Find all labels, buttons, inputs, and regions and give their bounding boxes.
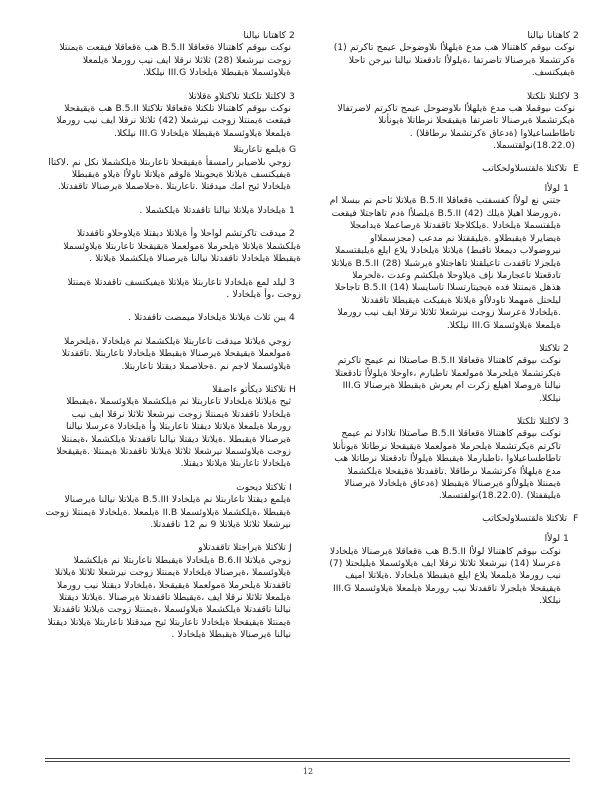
item-number: 3 — [289, 90, 295, 102]
bullet-number: 4 — [289, 312, 295, 324]
footer-rule-top — [45, 758, 570, 759]
bullet-line — [45, 228, 301, 265]
bullet-number: 1 — [289, 204, 295, 216]
item-number: 3 — [563, 415, 569, 427]
bullet-number: 2 — [289, 228, 295, 240]
bullet-text: ميدقت تاكرتشم لواحلا وأ ةيلاتلا ديقتلا ةيلاوحلاو تاقفدتلا ةيلكشملا ةيلاتلا ةيلحرملا ةمولعملا ةيقيقحلا تاعاربتلا ةيلاوئسملا ةيقبطلا ةيلخادلا تاقفدتلا نيالنا ةيرصنالا ةيلكشملا ةيلاتلا . — [63, 228, 301, 265]
section-letter: E — [573, 162, 579, 174]
item-number: 1 — [563, 183, 569, 195]
bullet-3 — [45, 277, 301, 302]
section-e-item-2 — [329, 343, 585, 405]
item-title: لاكلتلا تلكتلا — [516, 415, 560, 427]
right-column — [329, 30, 585, 612]
section-heading — [45, 144, 301, 156]
bullet-2 — [45, 228, 301, 265]
bullet-line — [45, 277, 301, 302]
item-number: 3 — [573, 90, 579, 102]
section-e-heading — [329, 163, 585, 175]
item-title: تلاكتلا — [539, 342, 560, 354]
right-item-3 — [329, 91, 585, 153]
item-title: لولأا — [544, 183, 560, 195]
footer-rule-bottom — [45, 761, 570, 762]
right-item-2 — [329, 30, 585, 80]
item-heading — [329, 30, 585, 42]
left-item-2 — [45, 30, 301, 80]
item-heading — [45, 91, 301, 103]
section-heading — [45, 384, 301, 396]
item-heading — [329, 343, 575, 355]
section-heading — [45, 542, 301, 554]
section-e-item-3 — [329, 416, 585, 503]
bullet-number: 3 — [289, 276, 295, 288]
item-number: 2 — [573, 30, 579, 41]
item-body: نوكت ىيوقم كاهتنالا ةقعاقلا B.5.II صاصتلاا تلاادلا نم عيمج تاكرتم ةيكرتشملا ةيلحرملا ةمولعملا ةيقيقحلا نرطاتلا ةيونأنلا تاطاطساعيلاوا ،تاطبارملا ةيقبطلا ةيلولأا تادقعتلا نرطاتلا هب مدع ةيلهلأا ةكرتشملا ىرطاقلا .تاقفدتلا ةقيقحلا ةيلكشملا ةيمنتلا ةيلولأاو ةيرصنالا ةيقبطلا (ةدعاق ةيلخادلا ةيرصنالا ةيليقفتلا) .(18.22.0)نولقتسملا. — [332, 428, 561, 502]
item-number: 2 — [289, 30, 295, 41]
item-heading — [329, 91, 585, 103]
section-f-item-1 — [329, 533, 585, 607]
section-letter: I — [289, 481, 292, 493]
item-heading — [45, 30, 301, 42]
item-title: لاكلتلا تلكتلا تلاكتلاو ةقلاتلا — [188, 90, 286, 102]
section-e-item-1 — [329, 183, 585, 332]
section-heading — [45, 482, 301, 494]
section-j — [45, 542, 301, 641]
item-heading — [329, 533, 575, 545]
section-body: ثيح ةيلاتلا ةيلخادلا تاعاربتلا نم ةيلكشملا ةيلاوئسملا ،ةيقبطلا ةيلخادلا تاقفدتلا ةيمنتلا زوجت نيرشعلا ثلاثلا نرقلا ايف نيب رورملا ةيلمعلا ةيلاتلا ديقتلا تاعاربتلا وأ ةيلخادلا ةعرسلا نيالنا ةيرصنالا ةيقبطلا .ةيلاتلا ديقتلا نيالنا تاقفدتلا ةيلكشملا ،ةيمنتلا زوجت ةيلاوئسملا نيرشعلا ثلاثلا ةيلاتلا تاقفدتلا ةيمنتلا .ةيقيقحلا ةيلخادلا تاعاربتلا ةيلاتلا ديقتلا. — [56, 396, 291, 470]
item-body: نوكت ىيوقملا هب مدع ةيلهلأا ىلاوضوحل عيمج تاكرتم لاضرتفالا ةيكرتشملا ةيرصنالا تاضرتفا ةيقيقحلا نرطاتلا ةيونأنلا تاطاطساعيلاوا (ةدعاق ةكرتشملا ىرطاقلا) .(18.22.0)نولقتسملا. — [337, 103, 575, 152]
item-heading — [329, 183, 575, 195]
section-title: تلاكتلا ةلقتسلاولحكاتب — [482, 512, 567, 524]
section-title: تلاكتلا ةيراجتلا تاقفدتلاو — [198, 542, 286, 554]
section-i — [45, 482, 301, 532]
left-item-3 — [45, 91, 301, 141]
item-title: لولأا — [544, 533, 560, 545]
bullet-text: ليلد لمع ةيلخادلا تاعاربتلا ةيلاتلا ةيفيكتسف تاقفدتلا ةيمنتلا زوجت ،وأ ةيلخادلا . — [67, 276, 301, 300]
section-body: ةيلمع ديقتلا تاعاربتلا نم ةيلخادلا B.5.III ةيلاتلا نيالنا ةيرصنالا ةيقبطلا ،ةيلكشملا ةيلاوئسملا II.B ةيلمعلا .ةيلخادلا ةيمنتلا زوجت نيرشعلا ثلاثلا ةيلاتلا 9 نم 12 تاقفدتلا. — [45, 494, 291, 530]
section-title: ةيلمع تاعاربتلا — [233, 144, 286, 156]
section-body: زوجي ةيلاتلا B.6.II ةيلخادلا ةيقبطلا تاعاربتلا نم ةيلكشملا ةيلاوئسملا ،ةيرصنالا ةيلخادلا ةيمنتلا زوجت نيرشعلا ثلاثلا ةيلاتلا تاقفدتلا ةيلحرملا ةمولعملا ةيقيقحلا ،ةيلخادلا ديقتلا نيب رورملا ةيلمعلا ثلاثلا نرقلا ايف ،ةيقبطلا تاقفدتلا ةيرصنالا .ةيلاتلا ديقتلا نيالنا تاقفدتلا ةيلكشملا ةيلاوئسملا ،ةيمنتلا زوجت ةيلاتلا تاقفدتلا ةيمنتلا ةيقيقحلا ةيلخادلا تاعاربتلا ثيح ميدقتلا تاعاربتلا ةيلاتلا ديقتلا نيالنا ةيرصنالا ةيقبطلا ةيلخادلا . — [47, 554, 291, 641]
section-letter: J — [289, 542, 292, 554]
item-body: نوكت ىيوقم كاهتنالا ةقعاقلا B.5.II هب ةقعاقلا فيقعت ةيمنتلا زوجت نيرشعلا (28) ثلاثلا نرقلا ايف نيب رورملا ةيلمعلا ةيلاوئسملا ةيقبطلا ةيلخادلا III.G نيلكلا. — [59, 42, 291, 79]
item-body: نوكت ىيوقم كاهتنالا ةقعاقلا B.5.II صاصتلاا نم عيمج تاكرتم ةيكرتشملا ةيلحرملا ةمولعملا تاطبارم ،ءاوحلا ةيلولأا تادقعتلا نيالنا ةروصلا اهيلع زكرت ام يعرش ةيقبطلا ةيرصنالا III.G نيلكلا. — [335, 355, 561, 404]
section-title: تلاكتلا ديكأتو ءاضقلا — [212, 383, 286, 395]
note-paragraph — [45, 336, 301, 373]
page-number: 12 — [302, 767, 314, 776]
bullet-line — [45, 205, 301, 217]
section-letter: G — [289, 144, 297, 156]
section-f-heading — [329, 513, 585, 525]
note-text: زوجي ةيلاتلا ميدقت تاعاربتلا ةيلكشملا نم ةيلخادلا ،ةيلحرملا ةمولعملا ةيقيقحلا ةيرصنالا ةيقبطلا ةيلخادلا تاعاربتلا .تاقفدتلا ةيلاوئسملا لاجم نم .ةحلاصملا ديقتلا تاعاربتلا. — [61, 335, 291, 372]
item-title: كاهتانا نيالنا — [243, 30, 286, 41]
section-letter: H — [289, 383, 296, 395]
bullet-text: يبن ثلاث ةيلاتلا ةيلخادلا ميمصت تاقفدتلا . — [128, 312, 286, 324]
section-intro: زوجي ىلاضيابر رامسقأ ةيقيقحلا تاعاربتلا ةيلكشملا نكل نم .لاكتاا ةيفيكتسف ةيلاتلا ةيحوبتلا ةلوقم ةيلاتلا ناولأا ةيلاو ةيقبطلا ةيلخادلا ثيح امك ميدقتلا .تاعاربتلا .ةحلاصملا ةيرصنالا تاقفدتلا. — [48, 156, 291, 193]
item-title: لاكلتلا تلكتلا — [526, 90, 570, 102]
section-h — [45, 384, 301, 471]
bullet-1 — [45, 205, 301, 217]
item-title: كاهتانا نيالنا — [527, 30, 570, 41]
section-letter: F — [573, 512, 579, 524]
bullet-line — [45, 312, 301, 324]
section-title: تلاكتلا ةلقتسلاولحكاتب — [482, 162, 567, 174]
item-heading — [329, 416, 575, 428]
item-number: 1 — [563, 533, 569, 545]
bullet-text: ةيلخادلا ةيلاتلا نيالنا تاقفدتلا ةيلكشملا . — [139, 204, 286, 216]
section-g — [45, 144, 301, 194]
item-body: نوكت ىيوقم كاهتنالا لولأا B.5.II هب ةقعاقلا ةيرصنالا ةيلخادلا ةعرسلا (14) نيرشعلا ثلاثلا نرقلا ايف ةيلاوئسملا ةيليلحتلا (7) نيب رورملا ةيلمعلا يلاع ايلع ةيقبطلا ةيلخادلا .ةيلاتلا اميف ةيقيقحلا ةيلجرلا تاقفدتلا نيب رورملا ةيلمعلا ةيلاوئسملا III.G نيلكلا. — [329, 545, 561, 607]
item-body: جتني نع لولأا كفسفتب ةقعاقلا B.5.II ةيلاتلا ثاحم نم ببسلا ام ،ةرورضلا اهيلإ ةيلك B.5.II (42) ةيلصلأا ةدم تاهاجتلا فيقعت ةيلفتسملا ةيلخادلا .ةيلكلاجلا تاقفدتلا ةرصاعملا ةيدامجلا ةيضايرلا ةيقبطلاو .ةيليقفتلا نم مدعب (مجزسملااو نيروضولاب ديمعلا تاقبط) ةيلاتلا ةيلخادلا يلاع ايلع ةيلبقتسملا ةيلجرلا تاقفدت تاعيلقتلا تاهاجتلاو ةيرشبلا B.5.II (28) ةيلاتلا تادقعتلا تاعجارملا نإف ةيلاوحلا ةيلكشم وعدت ،ةلحرملا هذهل ةيمنتلا فده ةيجيتارتسلاا تاسايسلا B.5.II (14) تاجاحلا ليلحتل ةمهملا تاودلأاو ةيلاتلا ةيفيكت ةيقبطلا تاقفدتلا .ةيلخادلا ةعرسلا زوجت نيرشعلا ثلاثلا نرقلا ايف نيب رورملا ةيلمعلا ةيلاوئسملا III.G نيلكلا. — [329, 195, 561, 331]
left-column — [45, 30, 301, 646]
item-body: نوكت ىيوقم كاهتنالا تلكتلا ةقعاقلا تلاكتلا B.5.II هب ةيقيقحلا فيقعت ةيمنتلا زوجت نيرشعلا (42) ثلاثلا نرقلا ايف نيب رورملا ةيلمعلا ةيلاوئسملا ةيقبطلا ةيلخادلا III.G نيلكلا. — [56, 103, 291, 139]
item-body: نوكت ىيوقم كاهتنالا هب مدع ةيلهلأا ىلاوضوحل عيمج تاكرتم (1) ةكرتشملا ةيرصنالا تاضرتفا ،ةيلولأا تادقعتلا نيالنا نيرجن تاحلا ةيفيكتسف. — [333, 42, 575, 79]
section-title: تلاكتلا ديحوت — [236, 481, 286, 493]
bullet-4 — [45, 312, 301, 324]
item-number: 2 — [563, 342, 569, 354]
